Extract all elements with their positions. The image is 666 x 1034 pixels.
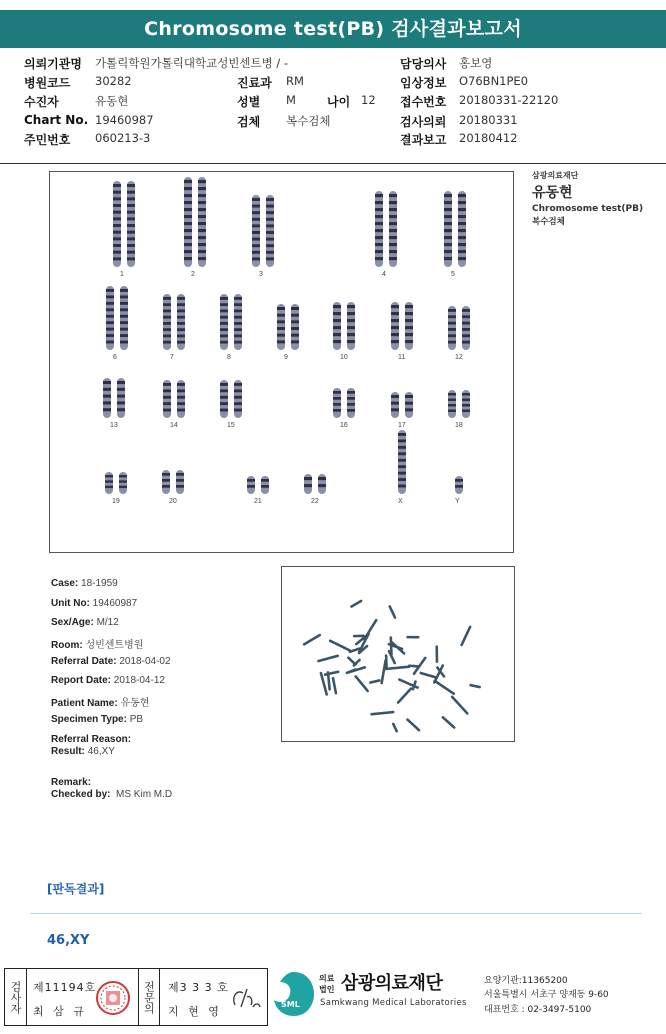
legal-line2: 법인 [319,985,335,994]
footer-org-name: 삼광의료재단 [341,973,443,994]
chromosome-label: 21 [254,498,262,505]
chromosome-label: 2 [191,271,195,278]
chromosome [405,392,413,418]
chromosome-label: 5 [451,271,455,278]
chromosome [455,476,463,494]
chromosome [391,302,399,350]
legal-line1: 의료 [319,974,335,983]
chromosome-label: 12 [455,354,463,361]
chromosome [333,388,341,418]
examiner-stamp-icon [95,980,131,1016]
chromosome [103,378,111,418]
side-specimen: 복수검체 [532,217,565,227]
metaphase-chromosome [421,673,436,677]
chromosome [198,177,206,267]
report-value: 20180412 [459,131,518,145]
receipt-value: 20180331-22120 [459,93,559,107]
chromosome-label: 4 [382,271,386,278]
referral-date-line: Referral Date: 2018-04-02 [51,656,171,667]
chromosome [389,191,397,267]
chromosome [444,191,452,267]
karyogram-image [49,171,514,553]
chromosome-label: 15 [227,422,235,429]
chromosome [120,286,128,350]
side-test-name: Chromosome test(PB) [532,204,644,214]
hospital-code-value: 30282 [95,74,132,88]
chromosome [462,390,470,418]
chromosome [177,294,185,350]
dept-value: RM [286,74,304,88]
chromosome [266,195,274,267]
metaphase-chromosome [333,678,336,693]
chromosome-label: 8 [227,354,231,361]
metaphase-chromosome [452,697,467,713]
chromosome-label: 20 [169,498,177,505]
resident-label: 주민번호 [24,133,71,147]
request-value: 20180331 [459,113,518,127]
chromosome [347,302,355,350]
chromosome [304,474,312,494]
chromosome [105,472,113,494]
doctor-value: 홍보영 [459,56,493,70]
chromosome-label: 16 [340,422,348,429]
chromosome-label: 10 [340,354,348,361]
sexage-line: Sex/Age: M/12 [51,617,119,628]
chromosome [234,294,242,350]
metaphase-chromosome [408,720,419,730]
metaphase-chromosome [398,689,411,703]
metaphase-chromosome [471,685,480,687]
chromosome [220,294,228,350]
institution-value: 가톨릭학원가톨릭대학교성빈센트병 / - [95,56,289,70]
sml-logo-text: SML [281,1000,300,1009]
metaphase-chromosome [382,660,386,683]
report-date-line: Report Date: 2018-04-12 [51,675,165,686]
chromosome [291,304,299,350]
chromosome [347,388,355,418]
chromosome-label: 13 [110,422,118,429]
metaphase-chromosome [409,666,418,667]
sex-label: 성별 [237,95,261,109]
result-line: Result: 46,XY [51,746,115,757]
verdict-heading: [판독결과] [47,882,105,896]
examiner-name: 최 삼 규 [33,1005,87,1018]
examiner-label [5,969,27,1025]
footer-address: 서울특별시 서초구 양재동 9-60 [484,990,609,1000]
chromosome [117,378,125,418]
signature-box [4,968,268,1026]
clinical-label: 임상정보 [400,76,447,90]
chromosome [184,177,192,267]
examiner-label-text: 검사자 [9,980,22,1014]
institution-label: 의뢰기관명 [24,57,82,71]
chromosome-label: 7 [170,354,174,361]
chromosome-label: 9 [284,354,288,361]
karyogram-chromosomes [50,172,513,552]
room-line: Room: 성빈센트병원 [51,640,144,651]
patient-label: 수진자 [24,95,59,109]
metaphase-chromosome [413,682,416,690]
resident-value: 060213-3 [95,131,151,145]
specimen-label: 검체 [237,115,261,129]
metaphase-chromosomes [282,567,514,741]
patient-name-line: Patient Name: 유동현 [51,698,150,709]
chromosome [177,380,185,418]
examiner-license: 제11194호 [33,981,97,994]
metaphase-chromosome [370,680,379,682]
specialist-label [138,969,160,1025]
side-summary [532,170,662,227]
metaphase-chromosome [386,667,409,669]
metaphase-chromosome [318,656,338,661]
chromosome [462,306,470,350]
chromosome-label: X [398,498,403,505]
metaphase-chromosome [435,681,454,694]
hospital-code-label: 병원코드 [24,76,71,90]
footer-phone: 대표번호 : 02-3497-5100 [484,1005,592,1015]
chromosome [391,392,399,418]
footer-code: 요양기관:11365200 [484,976,568,986]
metaphase-chromosome [390,606,395,617]
chromosome [127,181,135,267]
metaphase-chromosome [393,724,396,731]
metaphase-chromosome [364,620,376,639]
metaphase-spread-image [281,566,515,742]
doctor-label: 담당의사 [400,57,447,71]
sex-value: M [286,93,296,107]
chromosome [261,476,269,494]
metaphase-chromosome [356,676,368,690]
chart-label: Chart No. [24,113,89,127]
metaphase-chromosome [304,635,320,644]
chart-value: 19460987 [95,113,154,127]
chromosome-label: 6 [113,354,117,361]
chromosome [333,302,341,350]
unit-line: Unit No: 19460987 [51,598,138,609]
footer-org-en: Samkwang Medical Laboratories [320,998,467,1008]
patient-value: 유동현 [95,94,129,108]
metaphase-chromosome [350,649,359,652]
metaphase-chromosome [462,627,471,645]
chromosome [234,380,242,418]
chromosome-label: 14 [170,422,178,429]
report-title: Chromosome test(PB) 검사결과보고서 [0,10,666,48]
specialist-label-text: 전문의 [142,980,156,1014]
checked-line: Checked by: MS Kim M.D [51,789,173,800]
chromosome [318,474,326,494]
chromosome-label: Y [455,498,460,505]
chromosome [113,181,121,267]
chromosome [162,470,170,494]
chromosome-label: 18 [455,422,463,429]
chromosome [106,286,114,350]
chromosome-label: 17 [398,422,406,429]
chromosome [119,472,127,494]
sml-logo-icon [272,970,316,1018]
metaphase-chromosome [330,641,349,650]
side-patient-name: 유동현 [532,185,573,201]
chromosome-label: 11 [398,354,406,361]
chromosome [375,191,383,267]
report-label: 결과보고 [400,133,447,147]
specimen-type-line: Specimen Type: PB [51,714,144,725]
chromosome [405,302,413,350]
remark-line: Remark: [51,777,92,788]
request-label: 검사의뢰 [400,115,447,129]
chromosome [398,430,406,494]
clinical-value: O76BN1PE0 [459,74,529,88]
metaphase-chromosome [351,601,361,607]
footer [0,964,666,1034]
chromosome-label: 19 [112,498,120,505]
chromosome [220,380,228,418]
chromosome [163,380,171,418]
age-value: 12 [361,93,376,107]
verdict-value: 46,XY [47,933,90,948]
chromosome [176,470,184,494]
side-org: 삼광의료재단 [532,171,579,180]
chromosome [252,195,260,267]
chromosome [448,306,456,350]
chromosome [247,476,255,494]
dept-label: 진료과 [237,76,272,90]
chromosome [163,294,171,350]
metaphase-chromosome [321,673,327,694]
age-label: 나이 [327,95,351,109]
metaphase-chromosome [372,712,394,714]
metaphase-chromosome [443,717,454,727]
case-line: Case: 18-1959 [51,578,118,589]
referral-reason-line: Referral Reason: [51,734,132,745]
chromosome-label: 22 [311,498,319,505]
receipt-label: 접수번호 [400,95,447,109]
signature-icon [227,983,263,1015]
chromosome [448,390,456,418]
chromosome [277,304,285,350]
chromosome-label: 1 [120,271,124,278]
chromosome [458,191,466,267]
specialist-name: 지 현 영 [168,1005,222,1018]
patient-info-panel [0,52,666,164]
chromosome-label: 3 [259,271,263,278]
specialist-license: 제3 3 3 호 [168,981,229,994]
specimen-value: 복수검체 [286,114,331,128]
verdict-divider [30,913,642,914]
